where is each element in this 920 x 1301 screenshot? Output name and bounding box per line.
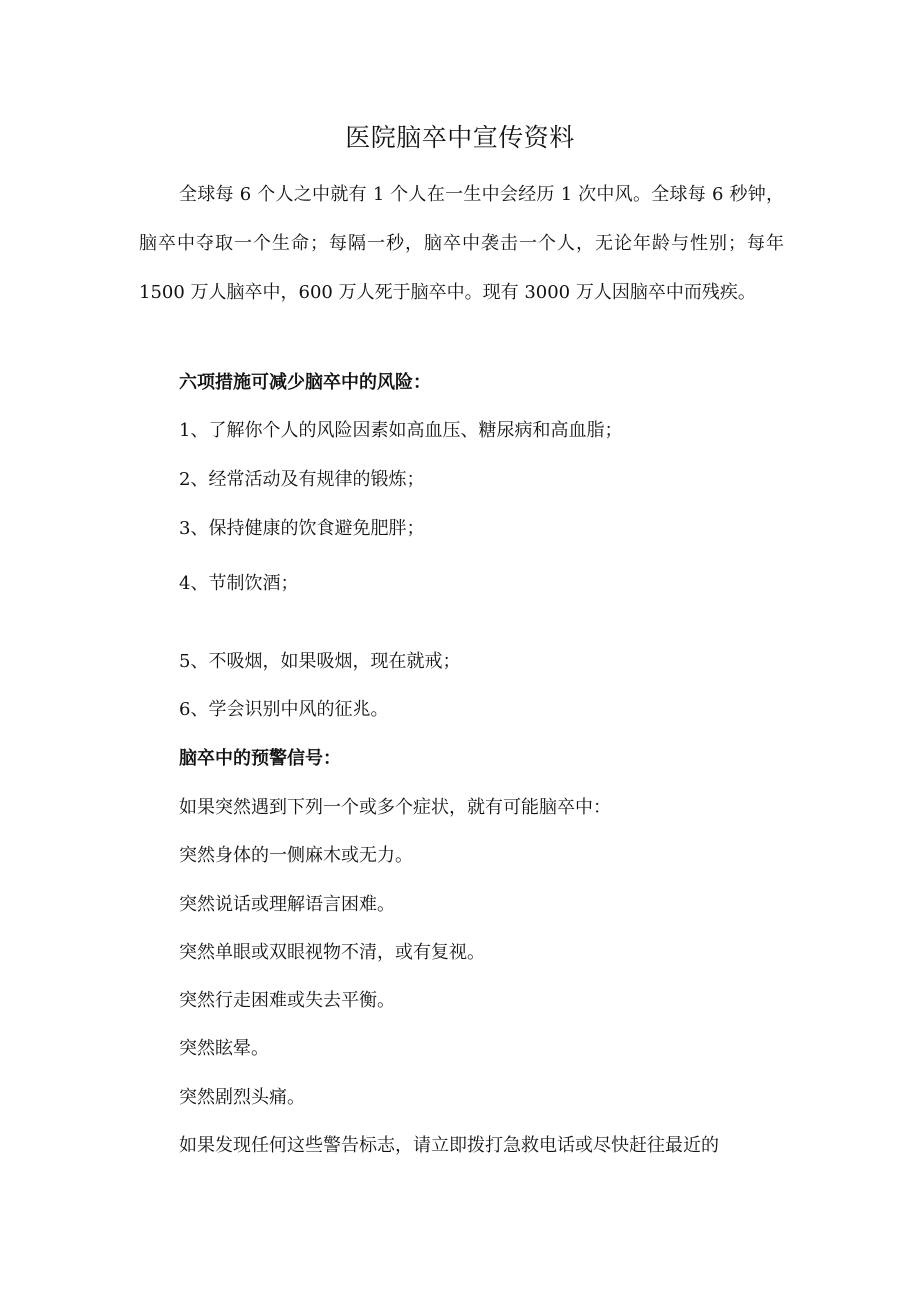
measure-item: 6、学会识别中风的征兆。 xyxy=(179,699,389,720)
warning-intro: 如果突然遇到下列一个或多个症状，就有可能脑卒中： xyxy=(179,797,611,818)
symptom-item: 突然说话或理解语言困难。 xyxy=(179,894,395,915)
symptom-item: 突然剧烈头痛。 xyxy=(179,1087,305,1108)
intro-paragraph: 全球每 6 个人之中就有 1 个人在一生中会经历 1 次中风。全球每 6 秒钟，脑卒中夺取一个生命；每隔一秒，脑卒中袭击一个人，无论年龄与性别；每年 1500 万人脑卒中，600 万人死于脑卒中。现有 3000 万人因脑卒中而残疾。 xyxy=(139,184,784,303)
measures-heading: 六项措施可减少脑卒中的风险： xyxy=(179,372,431,393)
measure-item: 3、保持健康的饮食避免肥胖； xyxy=(179,518,425,539)
measure-item: 1、了解你个人的风险因素如高血压、糖尿病和高血脂； xyxy=(179,420,623,441)
closing-line: 如果发现任何这些警告标志，请立即拨打急救电话或尽快赶往最近的 xyxy=(179,1135,719,1156)
symptom-item: 突然单眼或双眼视物不清，或有复视。 xyxy=(179,942,485,963)
measure-item: 4、节制饮酒； xyxy=(179,573,299,594)
symptom-item: 突然身体的一侧麻木或无力。 xyxy=(179,845,413,866)
symptom-item: 突然眩晕。 xyxy=(179,1038,269,1059)
measure-item: 5、不吸烟，如果吸烟，现在就戒； xyxy=(179,651,461,672)
document-title: 医院脑卒中宣传资料 xyxy=(345,123,575,152)
symptom-item: 突然行走困难或失去平衡。 xyxy=(179,990,395,1011)
measure-item: 2、经常活动及有规律的锻炼； xyxy=(179,469,425,490)
warning-heading: 脑卒中的预警信号： xyxy=(179,748,341,769)
